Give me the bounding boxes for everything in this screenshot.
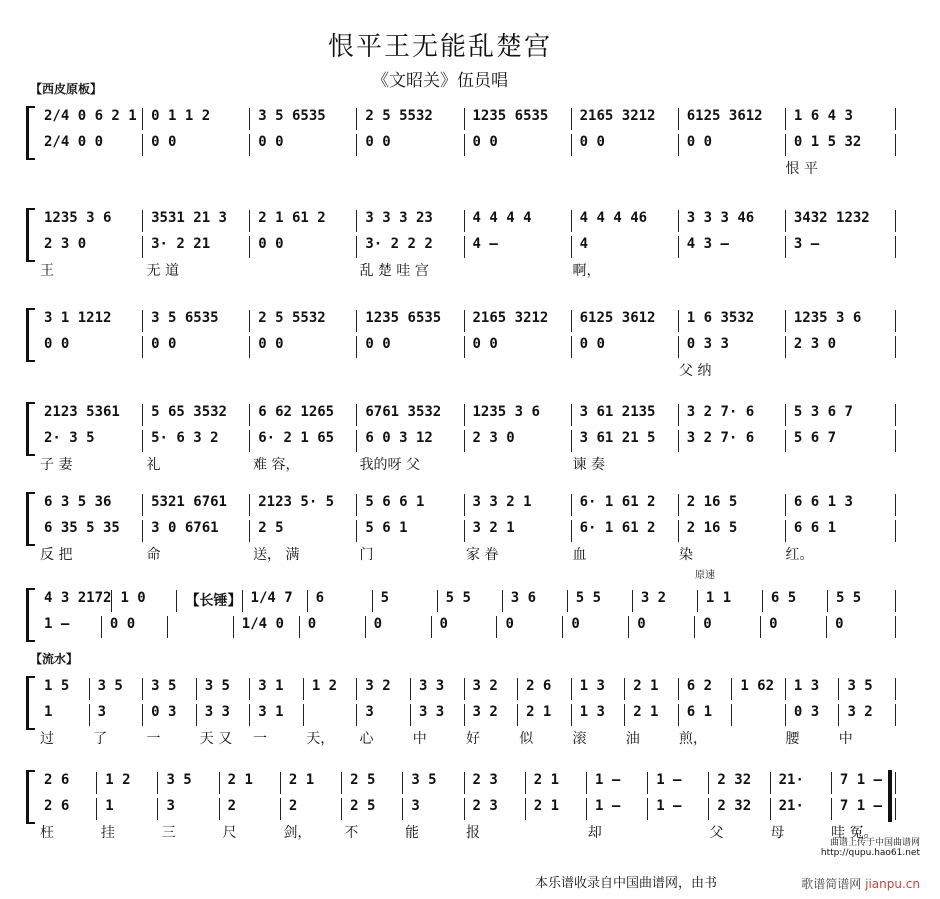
measure: 3 2 (356, 678, 410, 700)
measure: 2 3 (464, 772, 525, 794)
barline-end (895, 108, 896, 130)
upper-staff (36, 210, 892, 232)
lyric: 好 (466, 731, 480, 747)
measure: 7 1 — (831, 798, 892, 820)
measure: 2 (219, 798, 280, 820)
lyric: 家 眷 (466, 547, 499, 563)
measure: 5321 6761 (142, 494, 249, 516)
measure: 0 0 (678, 134, 785, 156)
lyric: 挂 (100, 825, 115, 841)
lyric: 红。 (785, 547, 814, 563)
measure: 5 5 (437, 590, 502, 612)
barline-end (895, 494, 896, 516)
measure: 6 2 (678, 678, 732, 700)
barline-end (895, 236, 896, 258)
lyric: 过 (40, 731, 54, 747)
lyric: 送， 满 (253, 547, 300, 563)
lyric: 反 把 (40, 547, 73, 563)
lyric (649, 822, 710, 842)
measure: 0 0 (44, 336, 70, 352)
page-title: 恨平王无能乱楚宫 (327, 32, 552, 62)
lyric: 了 (93, 731, 108, 747)
lyric (253, 260, 360, 280)
measure: 3 5 6535 (142, 310, 249, 332)
lower-staff (36, 430, 892, 452)
lyric (147, 360, 254, 380)
measure: 5 65 3532 (142, 404, 249, 426)
lower-staff (36, 520, 892, 542)
lyric: 天， (306, 731, 335, 747)
measure: 0 (628, 616, 694, 638)
lyrics-line (40, 822, 892, 842)
measure: 2 1 (525, 798, 586, 820)
measure: 1 0 (111, 590, 176, 612)
measure: 2 1 (517, 704, 571, 726)
measure: 1235 6535 (464, 108, 571, 130)
watermark-text-1: 歌谱简谱网 (801, 877, 862, 891)
measure: 4 4 4 4 (464, 210, 571, 232)
measure: 0 (826, 616, 892, 638)
measure: 1 6 3532 (678, 310, 785, 332)
lyric (466, 158, 573, 178)
measure: 0 (562, 616, 628, 638)
measure: 0 0 (356, 336, 463, 358)
lyric: 能 (405, 825, 420, 841)
lyric: 心 (359, 731, 374, 747)
system-bracket (26, 208, 35, 262)
lyric (573, 360, 680, 380)
measure: 3 5 (838, 678, 892, 700)
measure: 1 (96, 798, 157, 820)
measure: 3 6 (502, 590, 567, 612)
tempo-marking: 【西皮原板】 (30, 82, 103, 96)
measure: 2/4 0 0 (44, 134, 104, 150)
measure: 1235 3 6 (464, 404, 571, 426)
measure: 4 4 4 46 (571, 210, 678, 232)
measure: 2 16 5 (678, 520, 785, 542)
lyric (40, 360, 147, 380)
measure: 6 35 5 35 (44, 520, 120, 536)
measure: 2165 3212 (571, 108, 678, 130)
measure: 2 5 5532 (249, 310, 356, 332)
measure: 2 1 (624, 678, 678, 700)
system-bracket (26, 106, 35, 160)
measure: 3 61 21 5 (571, 430, 678, 452)
lyric (527, 822, 588, 842)
measure (731, 704, 785, 726)
measure: 0 0 (249, 336, 356, 358)
measure: 0 3 (142, 704, 196, 726)
measure: 1 — (647, 772, 708, 794)
lyric: 血 (572, 547, 587, 563)
barline-end (895, 520, 896, 542)
lyric (786, 360, 893, 380)
measure: 1 2 (303, 678, 357, 700)
upper-staff (36, 108, 892, 130)
upper-staff (36, 404, 892, 426)
measure: 6· 2 1 65 (249, 430, 356, 452)
measure: 3 5 6535 (249, 108, 356, 130)
barline-end (895, 772, 896, 794)
measure: 2 16 5 (678, 494, 785, 516)
lyric: 我的呀 父 (359, 457, 420, 473)
page-subtitle: 《文昭关》伍员唱 (372, 71, 508, 91)
measure: 2 3 0 (464, 430, 571, 452)
measure: 3 3 (196, 704, 250, 726)
lyrics-line (40, 260, 892, 280)
final-barline (888, 770, 892, 822)
measure: 0 0 (249, 236, 356, 258)
lyric: 报 (466, 825, 481, 841)
barline-end (895, 704, 896, 726)
measure: 4 3 2172 (44, 590, 112, 606)
measure: 3 61 2135 (571, 404, 678, 426)
lyric (679, 158, 786, 178)
measure: 6125 3612 (571, 310, 678, 332)
measure: 3 1 (249, 678, 303, 700)
measure: 3 1 1212 (44, 310, 112, 326)
measure: 0 0 (571, 134, 678, 156)
lyric (679, 260, 786, 280)
measure: 2 1 (280, 772, 341, 794)
lyric: 啊， (572, 263, 601, 279)
measure: 2 3 0 (785, 336, 892, 358)
measure: 3 2 (464, 704, 518, 726)
measure: 1 5 (44, 678, 70, 694)
measure: 6 (307, 590, 372, 612)
system-bracket (26, 676, 35, 730)
measure: 6 6 1 (785, 520, 892, 542)
barline-end (895, 798, 896, 820)
upper-staff (36, 494, 892, 516)
measure: 2 6 (44, 798, 70, 814)
upper-staff (36, 590, 892, 612)
lyric: 王 (40, 263, 54, 279)
measure: 0 0 (142, 134, 249, 156)
measure: 6 62 1265 (249, 404, 356, 426)
measure: 5 6 6 1 (356, 494, 463, 516)
measure: 1235 6535 (356, 310, 463, 332)
measure: 1/4 0 (233, 616, 299, 638)
measure: 5 5 (567, 590, 632, 612)
lyric: 三 (161, 825, 176, 841)
lyric: 中 (838, 731, 853, 747)
measure: 2 1 (219, 772, 280, 794)
measure: 0 0 (464, 134, 571, 156)
lyric (466, 360, 573, 380)
lyric: 中 (412, 731, 427, 747)
lyric: 乱 楚 哇 宫 (359, 263, 429, 279)
measure: 3 5 (89, 678, 143, 700)
upper-staff (36, 310, 892, 332)
source-note: 本乐谱收录自中国曲谱网，由书 (535, 876, 718, 891)
lyric: 父 (709, 825, 724, 841)
measure: 3 2 7· 6 (678, 404, 785, 426)
measure: 1 62 (731, 678, 785, 700)
lyric: 枉 (40, 825, 54, 841)
measure: 2123 5361 (44, 404, 120, 420)
measure: 21· (770, 772, 831, 794)
measure: 2 3 (464, 798, 525, 820)
measure: 3 2 7· 6 (678, 430, 785, 452)
lyric (732, 728, 785, 748)
measure: 1 3 (571, 678, 625, 700)
upper-staff (36, 678, 892, 700)
lyrics-line (40, 728, 892, 748)
measure: 2 3 0 (44, 236, 87, 252)
measure: 2 6 (44, 772, 70, 788)
upper-staff (36, 772, 892, 794)
barline-end (895, 134, 896, 156)
lyric: 染 (679, 547, 693, 563)
measure: 2 1 (624, 704, 678, 726)
measure: 0 (299, 616, 365, 638)
lyric (786, 454, 893, 474)
lyric: 一 (146, 731, 161, 747)
measure: 21· (770, 798, 831, 820)
lyric: 天 又 (199, 731, 233, 747)
upload-line-1: 曲谱上传于中国曲谱网 (829, 838, 920, 848)
watermark-text-2: jianpu.cn (865, 877, 920, 891)
lyric: 腰 (785, 731, 800, 747)
measure: 0 0 (571, 336, 678, 358)
measure: 0 (431, 616, 497, 638)
lyric (147, 158, 254, 178)
measure: 5· 6 3 2 (142, 430, 249, 452)
measure: 5 6 7 (785, 430, 892, 452)
measure: 2 32 (708, 772, 769, 794)
lower-staff (36, 704, 892, 726)
measure: 5 3 6 7 (785, 404, 892, 426)
measure: 2 1 (525, 772, 586, 794)
lyric (786, 260, 893, 280)
measure: 0 (496, 616, 562, 638)
lyric: 不 (344, 825, 359, 841)
barline-end (895, 210, 896, 232)
lyrics-line (40, 158, 892, 178)
lyric: 尺 (222, 825, 237, 841)
measure: 3531 21 3 (142, 210, 249, 232)
measure: 1 (44, 704, 53, 720)
lower-staff (36, 616, 892, 638)
measure: 3 3 3 46 (678, 210, 785, 232)
lyrics-line (40, 454, 892, 474)
measure: 0 3 (785, 704, 839, 726)
measure: 0 (365, 616, 431, 638)
measure: 3 3 3 23 (356, 210, 463, 232)
lyric (679, 454, 786, 474)
measure: 3 3 (410, 678, 464, 700)
measure: 3· 2 21 (142, 236, 249, 258)
lyric (466, 454, 573, 474)
lyrics-line (40, 360, 892, 380)
tempo-change-mark: 原速 (695, 570, 715, 581)
lyric (40, 158, 147, 178)
measure: 2 5 (249, 520, 356, 542)
measure: 0 0 (356, 134, 463, 156)
lyric: 子 妻 (40, 457, 73, 473)
measure: 1 3 (785, 678, 839, 700)
measure: 2· 3 5 (44, 430, 95, 446)
barline-end (895, 616, 896, 638)
lower-staff (36, 236, 892, 258)
measure: 0 1 1 2 (142, 108, 249, 130)
measure: 1235 3 6 (44, 210, 112, 226)
lyric: 却 (587, 825, 602, 841)
measure: 1 — (586, 798, 647, 820)
measure: 0 3 3 (678, 336, 785, 358)
measure: 2/4 0 6 2 1 (44, 108, 137, 124)
system-bracket (26, 308, 35, 362)
lyric: 父 纳 (679, 363, 712, 379)
barline-end (895, 590, 896, 612)
measure: 3 5 (196, 678, 250, 700)
measure: 【长锤】 (176, 590, 241, 612)
measure: 0 (760, 616, 826, 638)
measure: 2123 5· 5 (249, 494, 356, 516)
measure: 3 2 (632, 590, 697, 612)
lyric: 恨 平 (785, 161, 818, 177)
measure: 6125 3612 (678, 108, 785, 130)
measure: 5 5 (827, 590, 892, 612)
lyric: 谏 奏 (572, 457, 605, 473)
barline-end (895, 404, 896, 426)
lyric: 命 (146, 547, 161, 563)
measure: 4 — (464, 236, 571, 258)
measure: 3 1 (249, 704, 303, 726)
lyric: 礼 (146, 457, 161, 473)
system-bracket (26, 588, 35, 642)
lyric: 滚 (572, 731, 587, 747)
lower-staff (36, 798, 892, 820)
measure: 3 3 2 1 (464, 494, 571, 516)
measure: 6 6 1 3 (785, 494, 892, 516)
measure: 2165 3212 (464, 310, 571, 332)
measure: 2 5 5532 (356, 108, 463, 130)
measure: 2 5 (341, 772, 402, 794)
measure: 7 1 — (831, 772, 892, 794)
measure: 0 1 5 32 (785, 134, 892, 156)
measure: 1 — (586, 772, 647, 794)
measure: 6· 1 61 2 (571, 520, 678, 542)
system-bracket (26, 770, 35, 824)
lyric (253, 360, 360, 380)
measure: 0 0 (142, 336, 249, 358)
measure: 3 (89, 704, 143, 726)
measure: 3 — (785, 236, 892, 258)
measure: 0 0 (464, 336, 571, 358)
lyric: 难 容， (253, 457, 300, 473)
measure: 3 2 (838, 704, 892, 726)
lyric: 一 (253, 731, 267, 747)
measure: 2 1 61 2 (249, 210, 356, 232)
measure: 6 1 (678, 704, 732, 726)
measure: 0 0 (101, 616, 167, 638)
lyric (573, 158, 680, 178)
measure: 5 (372, 590, 437, 612)
lower-staff (36, 336, 892, 358)
barline-end (895, 678, 896, 700)
measure: 1 1 (697, 590, 762, 612)
measure: 2 32 (708, 798, 769, 820)
measure: 1 — (647, 798, 708, 820)
lyrics-line (40, 544, 892, 564)
measure: 6· 1 61 2 (571, 494, 678, 516)
lyric (466, 260, 573, 280)
lyric: 母 (770, 825, 785, 841)
measure: 3 2 (464, 678, 518, 700)
measure: 1 3 (571, 704, 625, 726)
measure: 6761 3532 (356, 404, 463, 426)
measure: 1 2 (96, 772, 157, 794)
measure: 3 (402, 798, 463, 820)
measure: 3432 1232 (785, 210, 892, 232)
measure: 6 3 5 36 (44, 494, 112, 510)
measure: 6 5 (762, 590, 827, 612)
measure: 2 (280, 798, 341, 820)
measure: 4 3 — (678, 236, 785, 258)
measure: 1/4 7 (242, 590, 307, 612)
lyric: 剑， (283, 825, 312, 841)
measure: 3 5 (142, 678, 196, 700)
upload-line-2: http://qupu.hao61.net (820, 848, 920, 858)
measure: 0 0 (249, 134, 356, 156)
measure: 1 — (44, 616, 70, 632)
measure: 3 (157, 798, 218, 820)
watermark (801, 875, 920, 892)
lyric (360, 158, 467, 178)
lyric: 似 (519, 731, 534, 747)
measure: 3 0 6761 (142, 520, 249, 542)
measure: 3 5 (157, 772, 218, 794)
measure: 0 (694, 616, 760, 638)
lyric: 油 (625, 731, 640, 747)
measure: 4 (571, 236, 678, 258)
lyric: 煎， (679, 731, 707, 747)
measure: 5 6 1 (356, 520, 463, 542)
lyric: 门 (359, 547, 374, 563)
lyric (253, 158, 360, 178)
measure: 3 3 (410, 704, 464, 726)
barline-end (895, 336, 896, 358)
measure: 3 (356, 704, 410, 726)
measure: 1235 3 6 (785, 310, 892, 332)
measure: 3 5 (402, 772, 463, 794)
barline-end (895, 430, 896, 452)
barline-end (895, 310, 896, 332)
measure: 3 2 1 (464, 520, 571, 542)
measure: 3· 2 2 2 (356, 236, 463, 258)
lyric: 哇 冤。 (831, 825, 878, 841)
tempo-marking: 【流水】 (30, 652, 79, 666)
measure: 1 6 4 3 (785, 108, 892, 130)
measure (167, 616, 233, 638)
measure: 2 5 (341, 798, 402, 820)
system-bracket (26, 492, 35, 546)
lower-staff (36, 134, 892, 156)
upload-note (821, 838, 920, 858)
measure: 6 0 3 12 (356, 430, 463, 452)
measure (303, 704, 357, 726)
lyric: 无 道 (146, 263, 179, 279)
system-bracket (26, 402, 35, 456)
measure: 2 6 (517, 678, 571, 700)
lyric (360, 360, 467, 380)
